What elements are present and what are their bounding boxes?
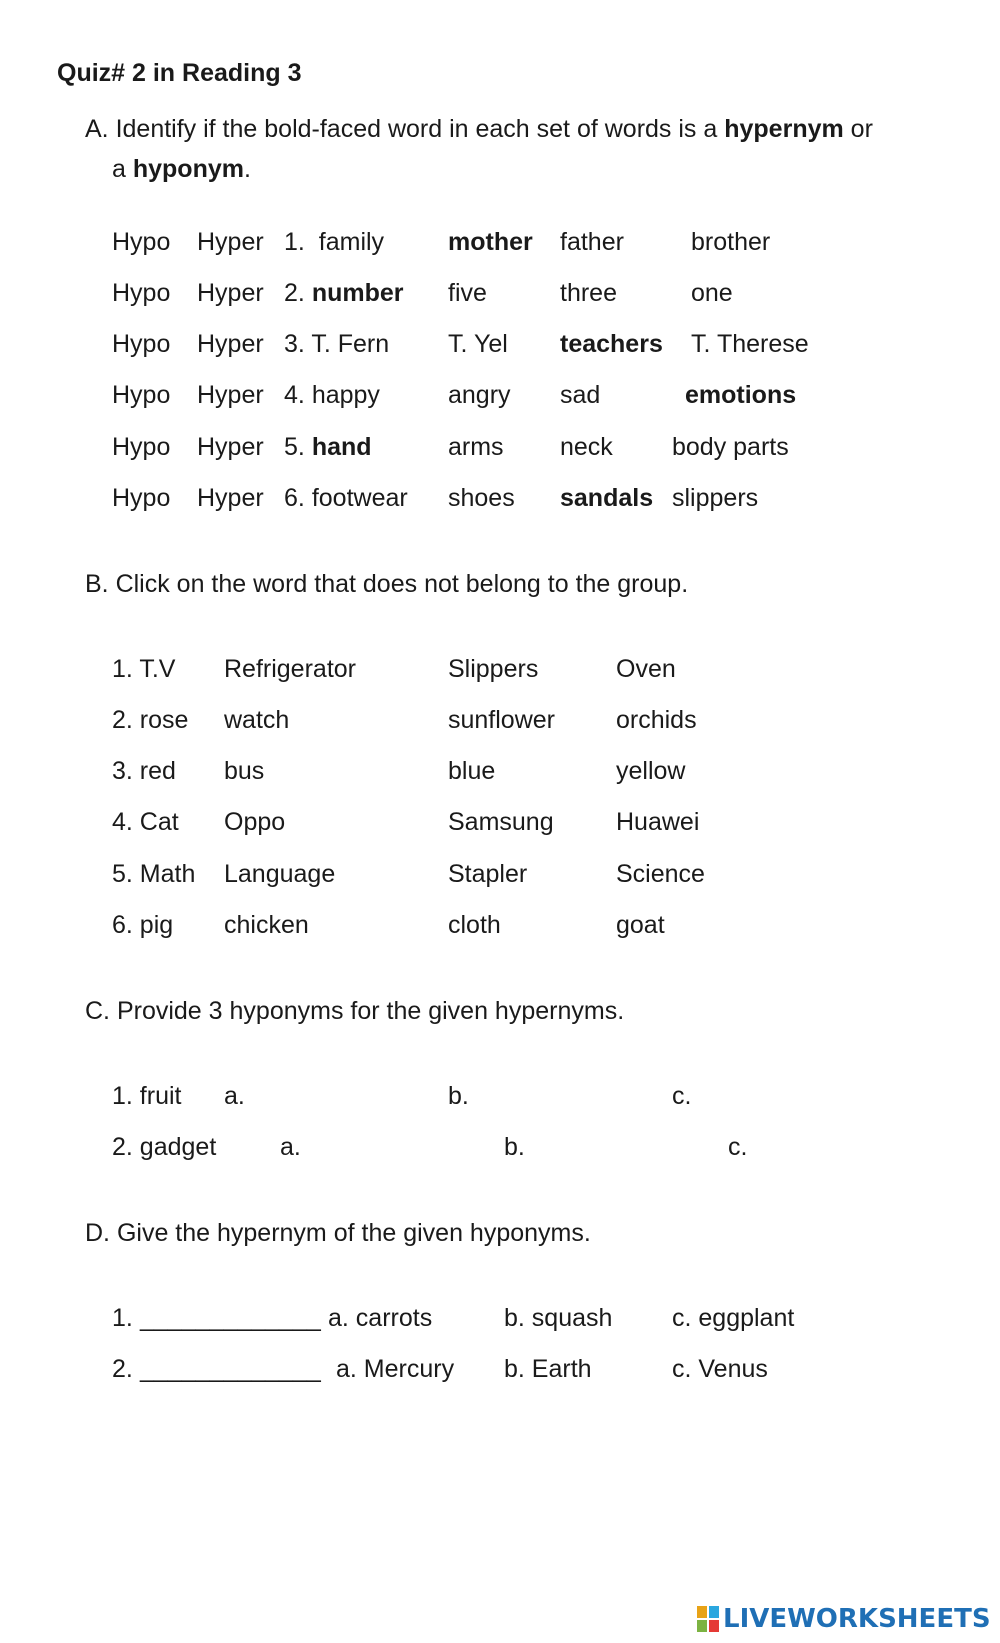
- word-bold: mother: [448, 228, 533, 256]
- hyper-option[interactable]: Hyper: [197, 228, 264, 256]
- part-a-item: [284, 278, 404, 308]
- hypo-option[interactable]: Hypo: [112, 433, 171, 461]
- word: T. Therese: [691, 330, 809, 358]
- word-bold: emotions: [685, 381, 797, 409]
- choice-word[interactable]: orchids: [616, 706, 697, 734]
- answer-blank[interactable]: _____________: [140, 1355, 321, 1383]
- word: one: [691, 279, 733, 307]
- liveworksheets-logo: [697, 1602, 997, 1636]
- answer-label-a[interactable]: a.: [224, 1082, 245, 1110]
- part-c-instructions: C. Provide 3 hyponyms for the given hypernyms.: [85, 997, 625, 1025]
- hyper-option[interactable]: Hyper: [197, 279, 264, 307]
- part-a-instr-text-3: a: [112, 155, 133, 183]
- choice-word[interactable]: Oppo: [224, 808, 286, 836]
- word-bold: number: [311, 279, 404, 307]
- part-a-instr-bold-hypernym: hypernym: [724, 115, 844, 143]
- word: three: [560, 279, 617, 307]
- item-number: 2.: [284, 279, 305, 307]
- choice-word[interactable]: Science: [616, 860, 705, 888]
- hypo-option[interactable]: Hypo: [112, 228, 171, 256]
- hyponym-word: b. Earth: [504, 1355, 592, 1383]
- hyper-option[interactable]: Hyper: [197, 381, 264, 409]
- answer-label-a[interactable]: a.: [280, 1133, 301, 1161]
- choice-word[interactable]: 2. rose: [112, 706, 189, 734]
- hypo-option[interactable]: Hypo: [112, 279, 171, 307]
- word: father: [560, 228, 624, 256]
- part-a-instructions: [85, 114, 873, 144]
- choice-word[interactable]: Refrigerator: [224, 655, 356, 683]
- choice-word[interactable]: Samsung: [448, 808, 554, 836]
- hypernym-label: 1. fruit: [112, 1082, 182, 1110]
- part-a-instructions-line2: [112, 154, 251, 184]
- part-a-item: [284, 380, 380, 410]
- hyponym-word: a. Mercury: [336, 1355, 455, 1383]
- page-title: Quiz# 2 in Reading 3: [57, 59, 302, 87]
- part-b-instructions: B. Click on the word that does not belong to the group.: [85, 570, 689, 598]
- hypo-option[interactable]: Hypo: [112, 484, 171, 512]
- item-number: 1.: [284, 228, 305, 256]
- hyper-option[interactable]: Hyper: [197, 484, 264, 512]
- word: T. Fern: [311, 330, 390, 358]
- word: happy: [311, 381, 380, 409]
- word: T. Yel: [448, 330, 508, 358]
- hyponym-word: c. eggplant: [672, 1304, 795, 1332]
- part-a-instr-text-2: or: [843, 115, 873, 143]
- choice-word[interactable]: 6. pig: [112, 911, 174, 939]
- item-number: 2.: [112, 1355, 133, 1383]
- choice-word[interactable]: Slippers: [448, 655, 539, 683]
- part-d-instructions: D. Give the hypernym of the given hyponyms.: [85, 1219, 591, 1247]
- choice-word[interactable]: Stapler: [448, 860, 528, 888]
- choice-word[interactable]: cloth: [448, 911, 501, 939]
- choice-word[interactable]: goat: [616, 911, 665, 939]
- choice-word[interactable]: 5. Math: [112, 860, 196, 888]
- choice-word[interactable]: chicken: [224, 911, 309, 939]
- hyper-option[interactable]: Hyper: [197, 433, 264, 461]
- answer-label-b[interactable]: b.: [504, 1133, 525, 1161]
- word-bold: hand: [311, 433, 372, 461]
- answer-blank[interactable]: _____________: [140, 1304, 321, 1332]
- choice-word[interactable]: Language: [224, 860, 336, 888]
- word: neck: [560, 433, 613, 461]
- hyponym-word: b. squash: [504, 1304, 613, 1332]
- hypernym-label: 2. gadget: [112, 1133, 217, 1161]
- part-a-item: [284, 329, 389, 359]
- choice-word[interactable]: watch: [224, 706, 290, 734]
- word: footwear: [311, 484, 408, 512]
- hypo-option[interactable]: Hypo: [112, 381, 171, 409]
- answer-label-c[interactable]: c.: [672, 1082, 692, 1110]
- part-a-instr-text-4: .: [243, 155, 251, 183]
- word: brother: [691, 228, 771, 256]
- logo-mark-icon: [697, 1606, 719, 1632]
- part-a-instr-bold-hyponym: hyponym: [132, 155, 244, 183]
- word: family: [318, 228, 385, 256]
- part-a-item: [284, 227, 384, 257]
- word-bold: teachers: [560, 330, 663, 358]
- item-number: 4.: [284, 381, 305, 409]
- word: shoes: [448, 484, 515, 512]
- word: slippers: [672, 484, 759, 512]
- part-a-instr-text: A. Identify if the bold-faced word in each set of words is a: [85, 115, 725, 143]
- part-a-item: [284, 432, 372, 462]
- choice-word[interactable]: Huawei: [616, 808, 700, 836]
- choice-word[interactable]: sunflower: [448, 706, 555, 734]
- answer-label-c[interactable]: c.: [728, 1133, 748, 1161]
- choice-word[interactable]: 1. T.V: [112, 655, 176, 683]
- logo-text: LIVEWORKSHEETS: [723, 1604, 991, 1634]
- answer-label-b[interactable]: b.: [448, 1082, 469, 1110]
- item-number: 1.: [112, 1304, 133, 1332]
- hyper-option[interactable]: Hyper: [197, 330, 264, 358]
- word: body parts: [672, 433, 789, 461]
- hypo-option[interactable]: Hypo: [112, 330, 171, 358]
- choice-word[interactable]: blue: [448, 757, 496, 785]
- part-a-item: [284, 483, 408, 513]
- hyponym-word: a. carrots: [328, 1304, 433, 1332]
- choice-word[interactable]: bus: [224, 757, 265, 785]
- item-number: 5.: [284, 433, 305, 461]
- choice-word[interactable]: yellow: [616, 757, 686, 785]
- word: arms: [448, 433, 504, 461]
- item-number: 3.: [284, 330, 305, 358]
- choice-word[interactable]: 4. Cat: [112, 808, 179, 836]
- choice-word[interactable]: 3. red: [112, 757, 176, 785]
- word: five: [448, 279, 487, 307]
- word-bold: sandals: [560, 484, 654, 512]
- word: angry: [448, 381, 511, 409]
- choice-word[interactable]: Oven: [616, 655, 676, 683]
- hyponym-word: c. Venus: [672, 1355, 768, 1383]
- item-number: 6.: [284, 484, 305, 512]
- word: sad: [560, 381, 601, 409]
